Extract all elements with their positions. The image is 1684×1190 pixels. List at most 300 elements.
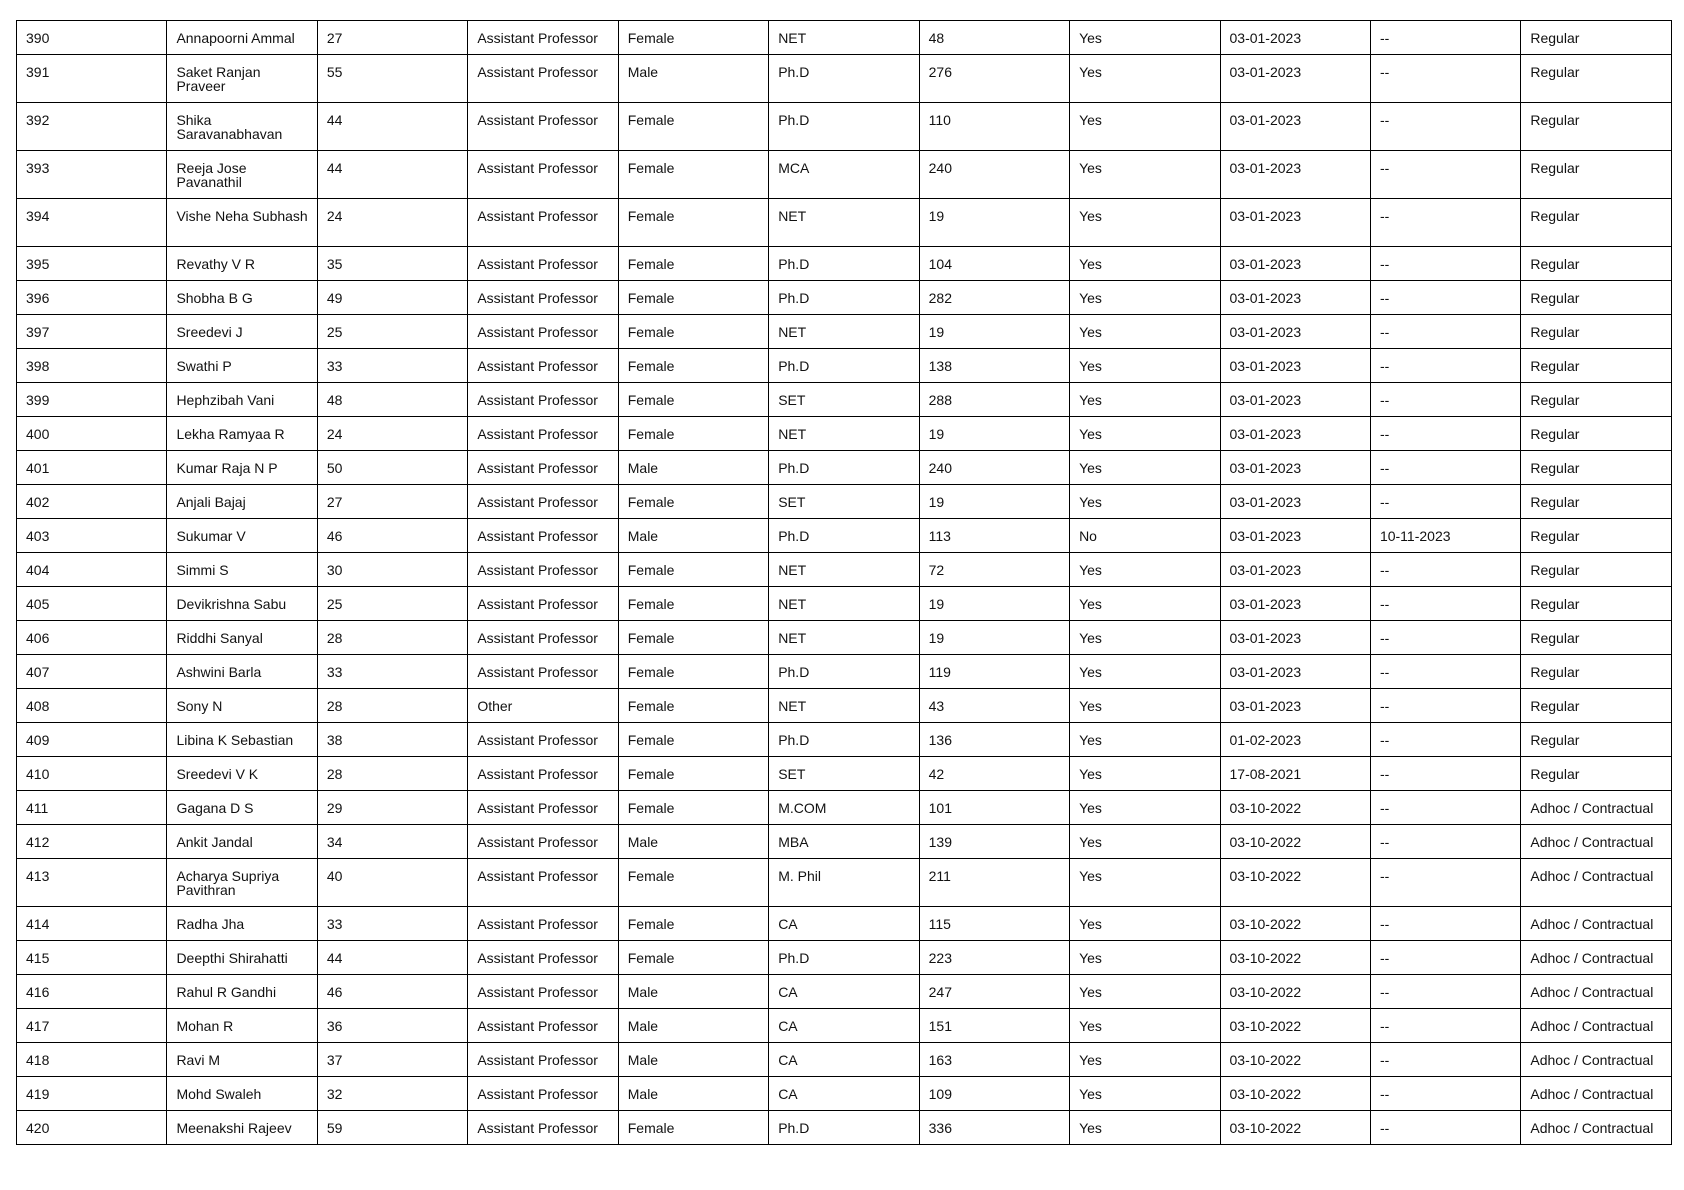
age-cell: 36 — [317, 1009, 467, 1043]
joining-date-cell: 03-01-2023 — [1220, 315, 1370, 349]
designation-cell: Assistant Professor — [468, 941, 618, 975]
gender-cell: Male — [618, 1009, 768, 1043]
leaving-date-cell: -- — [1370, 451, 1520, 485]
table-row — [17, 349, 1672, 383]
gender-cell: Female — [618, 151, 768, 199]
joining-date-cell: 03-10-2022 — [1220, 1111, 1370, 1145]
joining-date-cell: 03-10-2022 — [1220, 791, 1370, 825]
joining-date-cell: 03-10-2022 — [1220, 941, 1370, 975]
age-cell: 40 — [317, 859, 467, 907]
gender-cell: Female — [618, 553, 768, 587]
status-cell: Yes — [1070, 553, 1220, 587]
serial-number-cell: 408 — [17, 689, 167, 723]
table-row — [17, 151, 1672, 199]
leaving-date-cell: -- — [1370, 199, 1520, 247]
experience-cell: 211 — [919, 859, 1069, 907]
leaving-date-cell: -- — [1370, 757, 1520, 791]
joining-date-cell: 03-10-2022 — [1220, 825, 1370, 859]
gender-cell: Female — [618, 757, 768, 791]
appointment-type-cell: Adhoc / Contractual — [1521, 907, 1671, 941]
appointment-type-cell: Regular — [1521, 247, 1671, 281]
qualification-cell: SET — [769, 757, 919, 791]
name-cell: Meenakshi Rajeev — [167, 1111, 317, 1145]
leaving-date-cell: -- — [1370, 907, 1520, 941]
qualification-cell: Ph.D — [769, 941, 919, 975]
status-cell: Yes — [1070, 199, 1220, 247]
leaving-date-cell: -- — [1370, 791, 1520, 825]
status-cell: Yes — [1070, 859, 1220, 907]
designation-cell: Assistant Professor — [468, 723, 618, 757]
joining-date-cell: 03-01-2023 — [1220, 655, 1370, 689]
designation-cell: Assistant Professor — [468, 485, 618, 519]
gender-cell: Male — [618, 825, 768, 859]
serial-number-cell: 414 — [17, 907, 167, 941]
name-cell: Mohd Swaleh — [167, 1077, 317, 1111]
table-row — [17, 621, 1672, 655]
joining-date-cell: 17-08-2021 — [1220, 757, 1370, 791]
name-cell: Riddhi Sanyal — [167, 621, 317, 655]
experience-cell: 42 — [919, 757, 1069, 791]
gender-cell: Female — [618, 791, 768, 825]
serial-number-cell: 403 — [17, 519, 167, 553]
qualification-cell: Ph.D — [769, 451, 919, 485]
experience-cell: 19 — [919, 587, 1069, 621]
joining-date-cell: 03-01-2023 — [1220, 587, 1370, 621]
serial-number-cell: 401 — [17, 451, 167, 485]
age-cell: 24 — [317, 199, 467, 247]
age-cell: 25 — [317, 315, 467, 349]
gender-cell: Female — [618, 485, 768, 519]
gender-cell: Female — [618, 859, 768, 907]
age-cell: 35 — [317, 247, 467, 281]
serial-number-cell: 413 — [17, 859, 167, 907]
serial-number-cell: 411 — [17, 791, 167, 825]
table-row — [17, 1009, 1672, 1043]
gender-cell: Male — [618, 1043, 768, 1077]
name-cell: Sukumar V — [167, 519, 317, 553]
qualification-cell: Ph.D — [769, 519, 919, 553]
joining-date-cell: 03-01-2023 — [1220, 151, 1370, 199]
designation-cell: Assistant Professor — [468, 281, 618, 315]
experience-cell: 136 — [919, 723, 1069, 757]
age-cell: 44 — [317, 941, 467, 975]
designation-cell: Assistant Professor — [468, 21, 618, 55]
status-cell: Yes — [1070, 587, 1220, 621]
serial-number-cell: 392 — [17, 103, 167, 151]
age-cell: 50 — [317, 451, 467, 485]
name-cell: Vishe Neha Subhash — [167, 199, 317, 247]
serial-number-cell: 404 — [17, 553, 167, 587]
joining-date-cell: 03-01-2023 — [1220, 553, 1370, 587]
age-cell: 27 — [317, 485, 467, 519]
experience-cell: 336 — [919, 1111, 1069, 1145]
joining-date-cell: 03-01-2023 — [1220, 485, 1370, 519]
name-cell: Simmi S — [167, 553, 317, 587]
gender-cell: Female — [618, 281, 768, 315]
table-row — [17, 451, 1672, 485]
experience-cell: 276 — [919, 55, 1069, 103]
leaving-date-cell: -- — [1370, 975, 1520, 1009]
qualification-cell: Ph.D — [769, 723, 919, 757]
name-cell: Ankit Jandal — [167, 825, 317, 859]
name-cell: Devikrishna Sabu — [167, 587, 317, 621]
qualification-cell: Ph.D — [769, 1111, 919, 1145]
experience-cell: 48 — [919, 21, 1069, 55]
table-row — [17, 655, 1672, 689]
age-cell: 59 — [317, 1111, 467, 1145]
appointment-type-cell: Regular — [1521, 621, 1671, 655]
status-cell: Yes — [1070, 1009, 1220, 1043]
experience-cell: 104 — [919, 247, 1069, 281]
gender-cell: Female — [618, 907, 768, 941]
leaving-date-cell: -- — [1370, 383, 1520, 417]
leaving-date-cell: -- — [1370, 723, 1520, 757]
status-cell: Yes — [1070, 315, 1220, 349]
status-cell: Yes — [1070, 485, 1220, 519]
age-cell: 28 — [317, 689, 467, 723]
designation-cell: Assistant Professor — [468, 349, 618, 383]
experience-cell: 240 — [919, 451, 1069, 485]
appointment-type-cell: Regular — [1521, 587, 1671, 621]
joining-date-cell: 03-10-2022 — [1220, 907, 1370, 941]
appointment-type-cell: Adhoc / Contractual — [1521, 1077, 1671, 1111]
joining-date-cell: 03-01-2023 — [1220, 55, 1370, 103]
appointment-type-cell: Regular — [1521, 553, 1671, 587]
joining-date-cell: 03-01-2023 — [1220, 417, 1370, 451]
age-cell: 48 — [317, 383, 467, 417]
experience-cell: 247 — [919, 975, 1069, 1009]
joining-date-cell: 03-01-2023 — [1220, 451, 1370, 485]
joining-date-cell: 01-02-2023 — [1220, 723, 1370, 757]
designation-cell: Assistant Professor — [468, 587, 618, 621]
name-cell: Swathi P — [167, 349, 317, 383]
table-row — [17, 553, 1672, 587]
designation-cell: Assistant Professor — [468, 655, 618, 689]
appointment-type-cell: Regular — [1521, 689, 1671, 723]
leaving-date-cell: -- — [1370, 689, 1520, 723]
experience-cell: 19 — [919, 417, 1069, 451]
designation-cell: Assistant Professor — [468, 383, 618, 417]
joining-date-cell: 03-01-2023 — [1220, 689, 1370, 723]
qualification-cell: Ph.D — [769, 247, 919, 281]
appointment-type-cell: Adhoc / Contractual — [1521, 825, 1671, 859]
age-cell: 27 — [317, 21, 467, 55]
experience-cell: 19 — [919, 485, 1069, 519]
name-cell: Sony N — [167, 689, 317, 723]
table-row — [17, 383, 1672, 417]
leaving-date-cell: -- — [1370, 859, 1520, 907]
status-cell: Yes — [1070, 941, 1220, 975]
experience-cell: 288 — [919, 383, 1069, 417]
serial-number-cell: 416 — [17, 975, 167, 1009]
name-cell: Ashwini Barla — [167, 655, 317, 689]
name-cell: Gagana D S — [167, 791, 317, 825]
joining-date-cell: 03-01-2023 — [1220, 281, 1370, 315]
qualification-cell: NET — [769, 587, 919, 621]
experience-cell: 240 — [919, 151, 1069, 199]
serial-number-cell: 394 — [17, 199, 167, 247]
joining-date-cell: 03-01-2023 — [1220, 247, 1370, 281]
age-cell: 44 — [317, 103, 467, 151]
designation-cell: Assistant Professor — [468, 55, 618, 103]
gender-cell: Female — [618, 689, 768, 723]
joining-date-cell: 03-01-2023 — [1220, 199, 1370, 247]
table-row — [17, 315, 1672, 349]
table-row — [17, 1043, 1672, 1077]
appointment-type-cell: Adhoc / Contractual — [1521, 1111, 1671, 1145]
name-cell: Mohan R — [167, 1009, 317, 1043]
leaving-date-cell: -- — [1370, 587, 1520, 621]
qualification-cell: NET — [769, 417, 919, 451]
table-row — [17, 941, 1672, 975]
status-cell: Yes — [1070, 451, 1220, 485]
leaving-date-cell: -- — [1370, 417, 1520, 451]
leaving-date-cell: -- — [1370, 655, 1520, 689]
designation-cell: Assistant Professor — [468, 519, 618, 553]
qualification-cell: M. Phil — [769, 859, 919, 907]
gender-cell: Female — [618, 1111, 768, 1145]
table-row — [17, 21, 1672, 55]
faculty-table — [16, 20, 1672, 1145]
experience-cell: 109 — [919, 1077, 1069, 1111]
table-row — [17, 825, 1672, 859]
leaving-date-cell: -- — [1370, 1077, 1520, 1111]
appointment-type-cell: Regular — [1521, 103, 1671, 151]
status-cell: Yes — [1070, 975, 1220, 1009]
qualification-cell: Ph.D — [769, 103, 919, 151]
leaving-date-cell: -- — [1370, 151, 1520, 199]
age-cell: 28 — [317, 621, 467, 655]
designation-cell: Other — [468, 689, 618, 723]
appointment-type-cell: Regular — [1521, 417, 1671, 451]
qualification-cell: CA — [769, 1009, 919, 1043]
serial-number-cell: 419 — [17, 1077, 167, 1111]
serial-number-cell: 420 — [17, 1111, 167, 1145]
status-cell: Yes — [1070, 1077, 1220, 1111]
appointment-type-cell: Regular — [1521, 757, 1671, 791]
designation-cell: Assistant Professor — [468, 315, 618, 349]
name-cell: Revathy V R — [167, 247, 317, 281]
leaving-date-cell: -- — [1370, 941, 1520, 975]
serial-number-cell: 400 — [17, 417, 167, 451]
qualification-cell: M.COM — [769, 791, 919, 825]
joining-date-cell: 03-01-2023 — [1220, 621, 1370, 655]
age-cell: 55 — [317, 55, 467, 103]
status-cell: Yes — [1070, 621, 1220, 655]
appointment-type-cell: Adhoc / Contractual — [1521, 859, 1671, 907]
name-cell: Annapoorni Ammal — [167, 21, 317, 55]
serial-number-cell: 407 — [17, 655, 167, 689]
serial-number-cell: 390 — [17, 21, 167, 55]
age-cell: 28 — [317, 757, 467, 791]
status-cell: Yes — [1070, 1111, 1220, 1145]
qualification-cell: SET — [769, 485, 919, 519]
designation-cell: Assistant Professor — [468, 1009, 618, 1043]
qualification-cell: NET — [769, 21, 919, 55]
leaving-date-cell: -- — [1370, 281, 1520, 315]
leaving-date-cell: -- — [1370, 349, 1520, 383]
appointment-type-cell: Regular — [1521, 199, 1671, 247]
status-cell: Yes — [1070, 791, 1220, 825]
leaving-date-cell: -- — [1370, 485, 1520, 519]
experience-cell: 19 — [919, 199, 1069, 247]
status-cell: Yes — [1070, 907, 1220, 941]
gender-cell: Male — [618, 55, 768, 103]
table-row — [17, 281, 1672, 315]
experience-cell: 119 — [919, 655, 1069, 689]
status-cell: Yes — [1070, 151, 1220, 199]
gender-cell: Male — [618, 519, 768, 553]
table-row — [17, 689, 1672, 723]
table-row — [17, 485, 1672, 519]
name-cell: Sreedevi V K — [167, 757, 317, 791]
qualification-cell: NET — [769, 315, 919, 349]
designation-cell: Assistant Professor — [468, 621, 618, 655]
qualification-cell: NET — [769, 553, 919, 587]
designation-cell: Assistant Professor — [468, 975, 618, 1009]
serial-number-cell: 417 — [17, 1009, 167, 1043]
table-row — [17, 55, 1672, 103]
serial-number-cell: 415 — [17, 941, 167, 975]
serial-number-cell: 402 — [17, 485, 167, 519]
table-row — [17, 1111, 1672, 1145]
gender-cell: Female — [618, 417, 768, 451]
qualification-cell: CA — [769, 907, 919, 941]
leaving-date-cell: -- — [1370, 621, 1520, 655]
experience-cell: 43 — [919, 689, 1069, 723]
gender-cell: Male — [618, 451, 768, 485]
qualification-cell: CA — [769, 975, 919, 1009]
designation-cell: Assistant Professor — [468, 199, 618, 247]
status-cell: Yes — [1070, 689, 1220, 723]
table-row — [17, 247, 1672, 281]
joining-date-cell: 03-01-2023 — [1220, 21, 1370, 55]
leaving-date-cell: -- — [1370, 315, 1520, 349]
joining-date-cell: 03-01-2023 — [1220, 349, 1370, 383]
experience-cell: 151 — [919, 1009, 1069, 1043]
leaving-date-cell: -- — [1370, 553, 1520, 587]
status-cell: Yes — [1070, 723, 1220, 757]
serial-number-cell: 395 — [17, 247, 167, 281]
leaving-date-cell: -- — [1370, 247, 1520, 281]
age-cell: 34 — [317, 825, 467, 859]
name-cell: Shika Saravanabhavan — [167, 103, 317, 151]
qualification-cell: Ph.D — [769, 281, 919, 315]
status-cell: Yes — [1070, 825, 1220, 859]
age-cell: 37 — [317, 1043, 467, 1077]
name-cell: Lekha Ramyaa R — [167, 417, 317, 451]
experience-cell: 115 — [919, 907, 1069, 941]
appointment-type-cell: Adhoc / Contractual — [1521, 941, 1671, 975]
designation-cell: Assistant Professor — [468, 1111, 618, 1145]
joining-date-cell: 03-01-2023 — [1220, 519, 1370, 553]
appointment-type-cell: Regular — [1521, 655, 1671, 689]
experience-cell: 282 — [919, 281, 1069, 315]
appointment-type-cell: Regular — [1521, 485, 1671, 519]
name-cell: Deepthi Shirahatti — [167, 941, 317, 975]
experience-cell: 101 — [919, 791, 1069, 825]
qualification-cell: Ph.D — [769, 655, 919, 689]
designation-cell: Assistant Professor — [468, 553, 618, 587]
appointment-type-cell: Regular — [1521, 383, 1671, 417]
name-cell: Rahul R Gandhi — [167, 975, 317, 1009]
table-row — [17, 519, 1672, 553]
experience-cell: 223 — [919, 941, 1069, 975]
status-cell: No — [1070, 519, 1220, 553]
name-cell: Libina K Sebastian — [167, 723, 317, 757]
status-cell: Yes — [1070, 247, 1220, 281]
gender-cell: Female — [618, 103, 768, 151]
serial-number-cell: 409 — [17, 723, 167, 757]
age-cell: 29 — [317, 791, 467, 825]
experience-cell: 110 — [919, 103, 1069, 151]
serial-number-cell: 398 — [17, 349, 167, 383]
age-cell: 32 — [317, 1077, 467, 1111]
gender-cell: Male — [618, 975, 768, 1009]
serial-number-cell: 418 — [17, 1043, 167, 1077]
qualification-cell: CA — [769, 1077, 919, 1111]
appointment-type-cell: Adhoc / Contractual — [1521, 791, 1671, 825]
appointment-type-cell: Regular — [1521, 21, 1671, 55]
designation-cell: Assistant Professor — [468, 1043, 618, 1077]
appointment-type-cell: Regular — [1521, 519, 1671, 553]
experience-cell: 113 — [919, 519, 1069, 553]
age-cell: 44 — [317, 151, 467, 199]
status-cell: Yes — [1070, 417, 1220, 451]
gender-cell: Female — [618, 621, 768, 655]
serial-number-cell: 399 — [17, 383, 167, 417]
joining-date-cell: 03-01-2023 — [1220, 383, 1370, 417]
faculty-table-body — [17, 21, 1672, 1145]
appointment-type-cell: Regular — [1521, 281, 1671, 315]
name-cell: Shobha B G — [167, 281, 317, 315]
experience-cell: 139 — [919, 825, 1069, 859]
name-cell: Acharya Supriya Pavithran — [167, 859, 317, 907]
appointment-type-cell: Regular — [1521, 451, 1671, 485]
age-cell: 49 — [317, 281, 467, 315]
designation-cell: Assistant Professor — [468, 907, 618, 941]
name-cell: Anjali Bajaj — [167, 485, 317, 519]
table-row — [17, 757, 1672, 791]
name-cell: Sreedevi J — [167, 315, 317, 349]
serial-number-cell: 396 — [17, 281, 167, 315]
gender-cell: Female — [618, 199, 768, 247]
designation-cell: Assistant Professor — [468, 417, 618, 451]
leaving-date-cell: -- — [1370, 825, 1520, 859]
designation-cell: Assistant Professor — [468, 103, 618, 151]
qualification-cell: NET — [769, 689, 919, 723]
gender-cell: Female — [618, 349, 768, 383]
table-row — [17, 1077, 1672, 1111]
name-cell: Saket Ranjan Praveer — [167, 55, 317, 103]
table-row — [17, 907, 1672, 941]
leaving-date-cell: 10-11-2023 — [1370, 519, 1520, 553]
designation-cell: Assistant Professor — [468, 757, 618, 791]
leaving-date-cell: -- — [1370, 1009, 1520, 1043]
serial-number-cell: 393 — [17, 151, 167, 199]
designation-cell: Assistant Professor — [468, 151, 618, 199]
leaving-date-cell: -- — [1370, 21, 1520, 55]
gender-cell: Female — [618, 21, 768, 55]
age-cell: 33 — [317, 349, 467, 383]
name-cell: Radha Jha — [167, 907, 317, 941]
gender-cell: Female — [618, 655, 768, 689]
qualification-cell: CA — [769, 1043, 919, 1077]
qualification-cell: MCA — [769, 151, 919, 199]
age-cell: 33 — [317, 655, 467, 689]
qualification-cell: Ph.D — [769, 349, 919, 383]
name-cell: Reeja Jose Pavanathil — [167, 151, 317, 199]
